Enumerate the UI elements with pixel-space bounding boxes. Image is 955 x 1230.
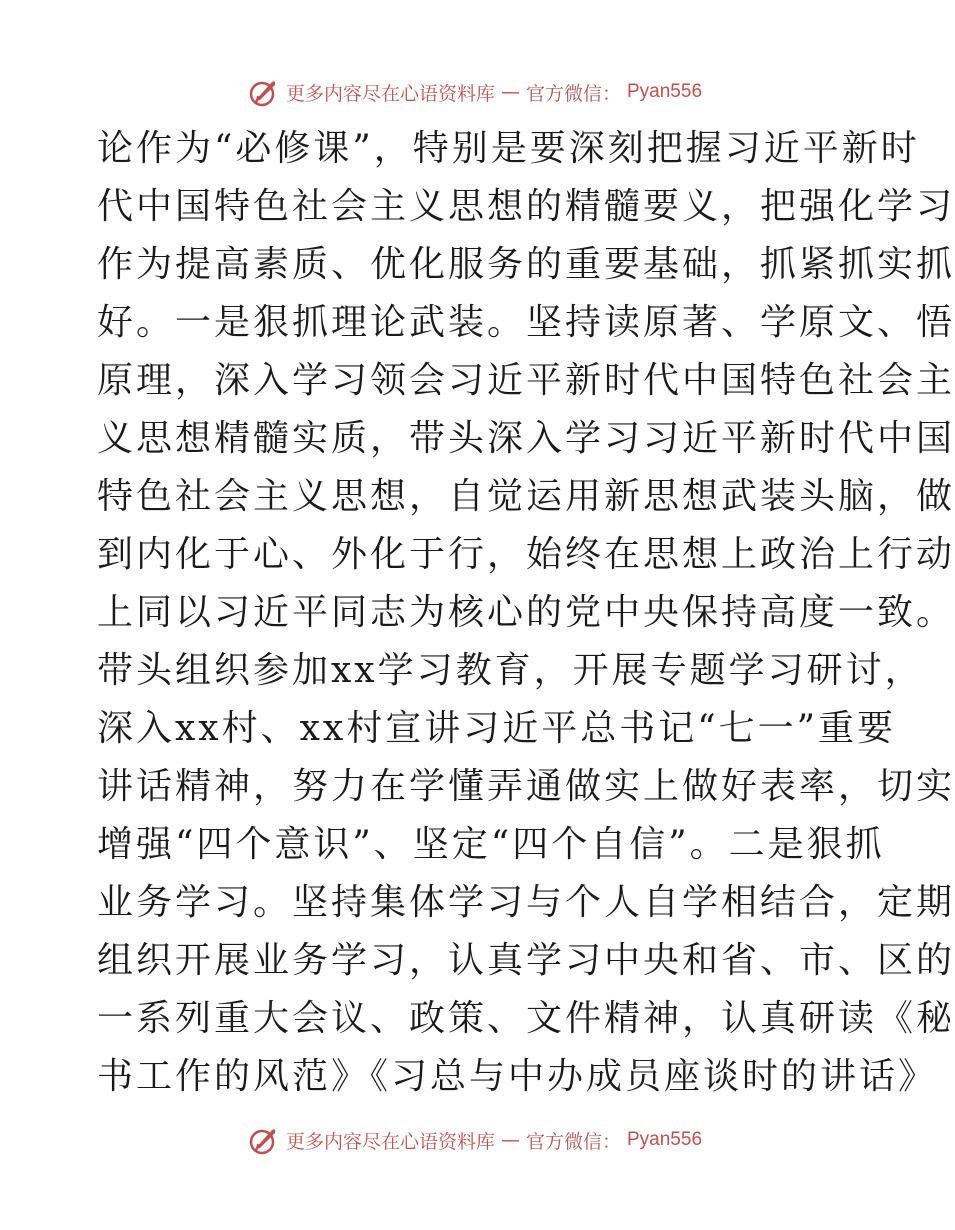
watermark-dash: — bbox=[500, 1129, 520, 1151]
watermark-contact-id: Pyan556 bbox=[627, 81, 703, 102]
watermark-title: 更多内容尽在心语资料库 bbox=[285, 82, 495, 105]
body-line: 增强“四个意识”、坚定“四个自信”。二是狠抓 bbox=[97, 824, 885, 865]
body-line: 组织开展业务学习，认真学习中央和省、市、区的 bbox=[97, 940, 955, 981]
body-line: 带头组织参加xx学习教育，开展专题学习研讨， bbox=[97, 650, 924, 691]
body-line: 上同以习近平同志为核心的党中央保持高度一致。 bbox=[97, 592, 955, 633]
body-line: 代中国特色社会主义思想的精髓要义，把强化学习 bbox=[97, 186, 955, 227]
body-line: 业务学习。坚持集体学习与个人自学相结合，定期 bbox=[97, 882, 955, 923]
body-line: 论作为“必修课”，特别是要深刻把握习近平新时 bbox=[97, 128, 920, 169]
quill-logo-icon bbox=[248, 1124, 280, 1156]
watermark-dash: — bbox=[500, 81, 520, 103]
watermark-contact-label: 官方微信： bbox=[525, 1130, 621, 1153]
header-watermark bbox=[0, 72, 950, 112]
body-line: 深入xx村、xx村宣讲习近平总书记“七一”重要 bbox=[97, 708, 897, 749]
watermark-contact-label: 官方微信： bbox=[525, 82, 621, 105]
body-line: 特色社会主义思想，自觉运用新思想武装头脑，做 bbox=[97, 476, 955, 517]
footer-watermark bbox=[0, 1120, 950, 1160]
body-line: 书工作的风范》《习总与中办成员座谈时的讲话》 bbox=[97, 1056, 938, 1097]
body-line: 义思想精髓实质，带头深入学习习近平新时代中国 bbox=[97, 418, 955, 459]
watermark-title: 更多内容尽在心语资料库 bbox=[285, 1130, 495, 1153]
watermark-contact-id: Pyan556 bbox=[627, 1129, 703, 1150]
quill-logo-icon bbox=[248, 76, 280, 108]
body-line: 原理，深入学习领会习近平新时代中国特色社会主 bbox=[97, 360, 955, 401]
body-line: 一系列重大会议、政策、文件精神，认真研读《秘 bbox=[97, 998, 955, 1039]
body-line: 作为提高素质、优化服务的重要基础，抓紧抓实抓 bbox=[97, 244, 955, 285]
body-line: 到内化于心、外化于行，始终在思想上政治上行动 bbox=[97, 534, 955, 575]
body-line: 好。一是狠抓理论武装。坚持读原著、学原文、悟 bbox=[97, 302, 955, 343]
body-line: 讲话精神，努力在学懂弄通做实上做好表率，切实 bbox=[97, 766, 955, 807]
document-body bbox=[97, 120, 955, 1106]
